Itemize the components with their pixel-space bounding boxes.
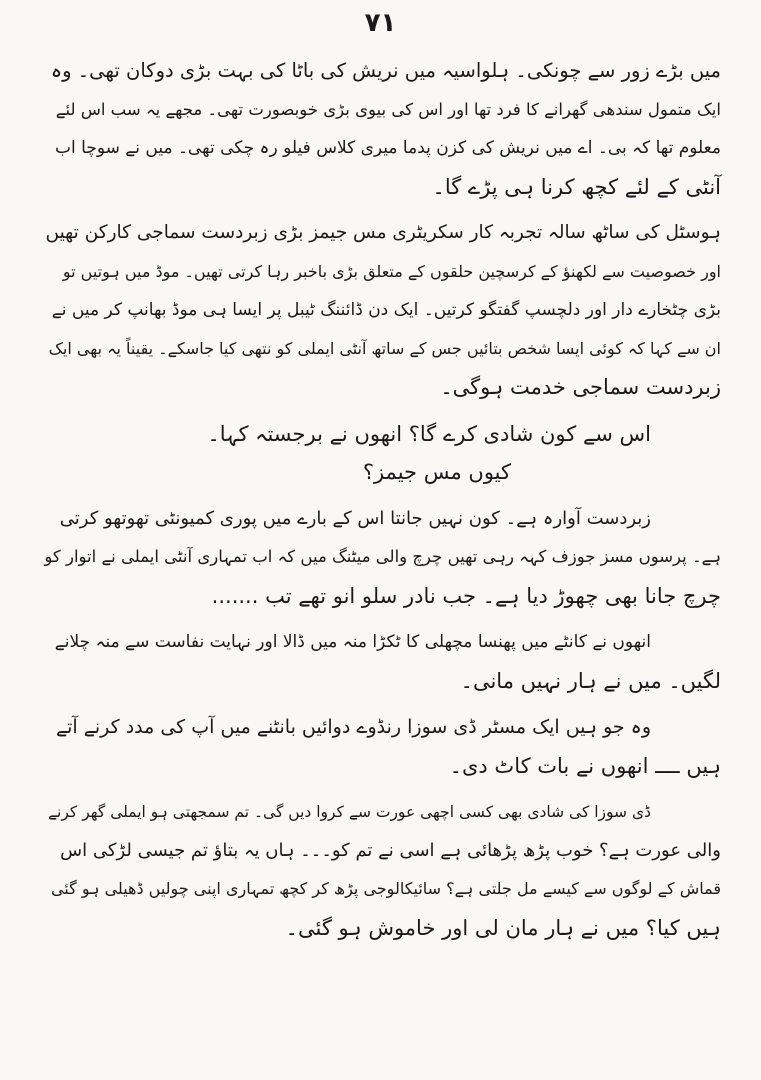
text-line: میں بڑے زور سے چونکی۔ ہلواسیہ میں نریش کی باٹا کی بہت بڑی دوکان تھی۔ وہ [50, 59, 721, 82]
text-line: ہوسٹل کی ساٹھ سالہ تجربہ کار سکریٹری مس جیمز بڑی زبردست سماجی کارکن تھیں [45, 222, 721, 243]
text-line: ہیں ــــ انھوں نے بات کاٹ دی۔ [449, 753, 721, 778]
text-line: زبردست آوارہ ہے۔ کون نہیں جانتا اس کے بارے میں پوری کمیونٹی تھوتھو کرتی [59, 507, 651, 529]
text-line: آنٹی کے لئے کچھ کرنا ہی پڑے گا۔ [432, 174, 721, 199]
text-line: بڑی چٹخارے دار اور دلچسپ گفتگو کرتیں۔ ایک دن ڈائننگ ٹیبل پر ایسا ہی موڈ بھانپ کر میں نے [51, 300, 721, 320]
text-line: قماش کے لوگوں سے کیسے مل جلتی ہے؟ سائیکالوجی پڑھ کر کچھ تمہاری اپنی چولیں ڈھیلی ہو گئی [50, 879, 721, 898]
text-line: ایک متمول سندھی گھرانے کا فرد تھا اور اس کی بیوی بڑی خوبصورت تھی۔ مجھے یہ سب اس لئے [55, 99, 721, 119]
paragraph-5 [44, 623, 721, 700]
text-line: معلوم تھا کہ بی۔ اے میں نریش کی کزن پدما میری کلاس فیلو رہ چکی تھی۔ میں نے سوچا اب [55, 138, 721, 158]
paragraph-7 [44, 793, 721, 947]
text-line: ان سے کہا کہ کوئی ایسا شخص بتائیں جس کے ساتھ آنٹی ایملی کو نتھی کیا جاسکے۔ یقیناً یہ بھی ایک [48, 338, 721, 358]
paragraph-2 [44, 214, 721, 407]
text-line: وہ جو ہیں ایک مسٹر ڈی سوزا رنڈوے دوائیں بانٹنے میں آپ کی مدد کرنے آتے [55, 716, 651, 738]
body-text [44, 52, 721, 955]
text-line: ہیں کیا؟ میں نے ہار مان لی اور خاموش ہو گئی۔ [285, 915, 721, 940]
text-line: انھوں نے کانٹے میں پھنسا مچھلی کا ٹکڑا منہ میں ڈالا اور نہایت نفاست سے منہ چلانے [54, 632, 651, 652]
text-line: کیوں مس جیمز؟ [362, 460, 511, 484]
text-line: اس سے کون شادی کرے گا؟ انھوں نے برجستہ کہا۔ [207, 421, 651, 446]
text-line: چرچ جانا بھی چھوڑ دیا ہے۔ جب نادر سلو انو تھے تب ....... [211, 583, 721, 608]
text-line: اور خصوصیت سے لکھنؤ کے کرسچین حلقوں کے متعلق بڑی باخبر رہا کرتی تھیں۔ موڈ میں ہوتیں تو [62, 261, 721, 281]
paragraph-1 [44, 52, 721, 206]
paragraph-3 [44, 415, 721, 492]
text-line: لگیں۔ میں نے ہار نہیں مانی۔ [460, 668, 721, 693]
paragraph-6 [44, 708, 721, 785]
text-line: ہے۔ پرسوں مسز جوزف کہہ رہی تھیں چرچ والی میٹنگ میں کہ اب تمہاری آنٹی ایملی نے اتوار کو [44, 547, 721, 566]
text-line: زبردست سماجی خدمت ہوگی۔ [440, 375, 721, 399]
page-number: ۷۱ [364, 8, 397, 38]
paragraph-4 [44, 500, 721, 616]
text-line: والی عورت ہے؟ خوب پڑھ پڑھائی ہے اسی نے تم کو۔۔۔ ہاں یہ بتاؤ تم جیسی لڑکی اس [60, 839, 721, 861]
text-line: ڈی سوزا کی شادی بھی کسی اچھی عورت سے کروا دیں گی۔ تم سمجھتی ہو ایملی گھر کرنے [47, 803, 651, 821]
